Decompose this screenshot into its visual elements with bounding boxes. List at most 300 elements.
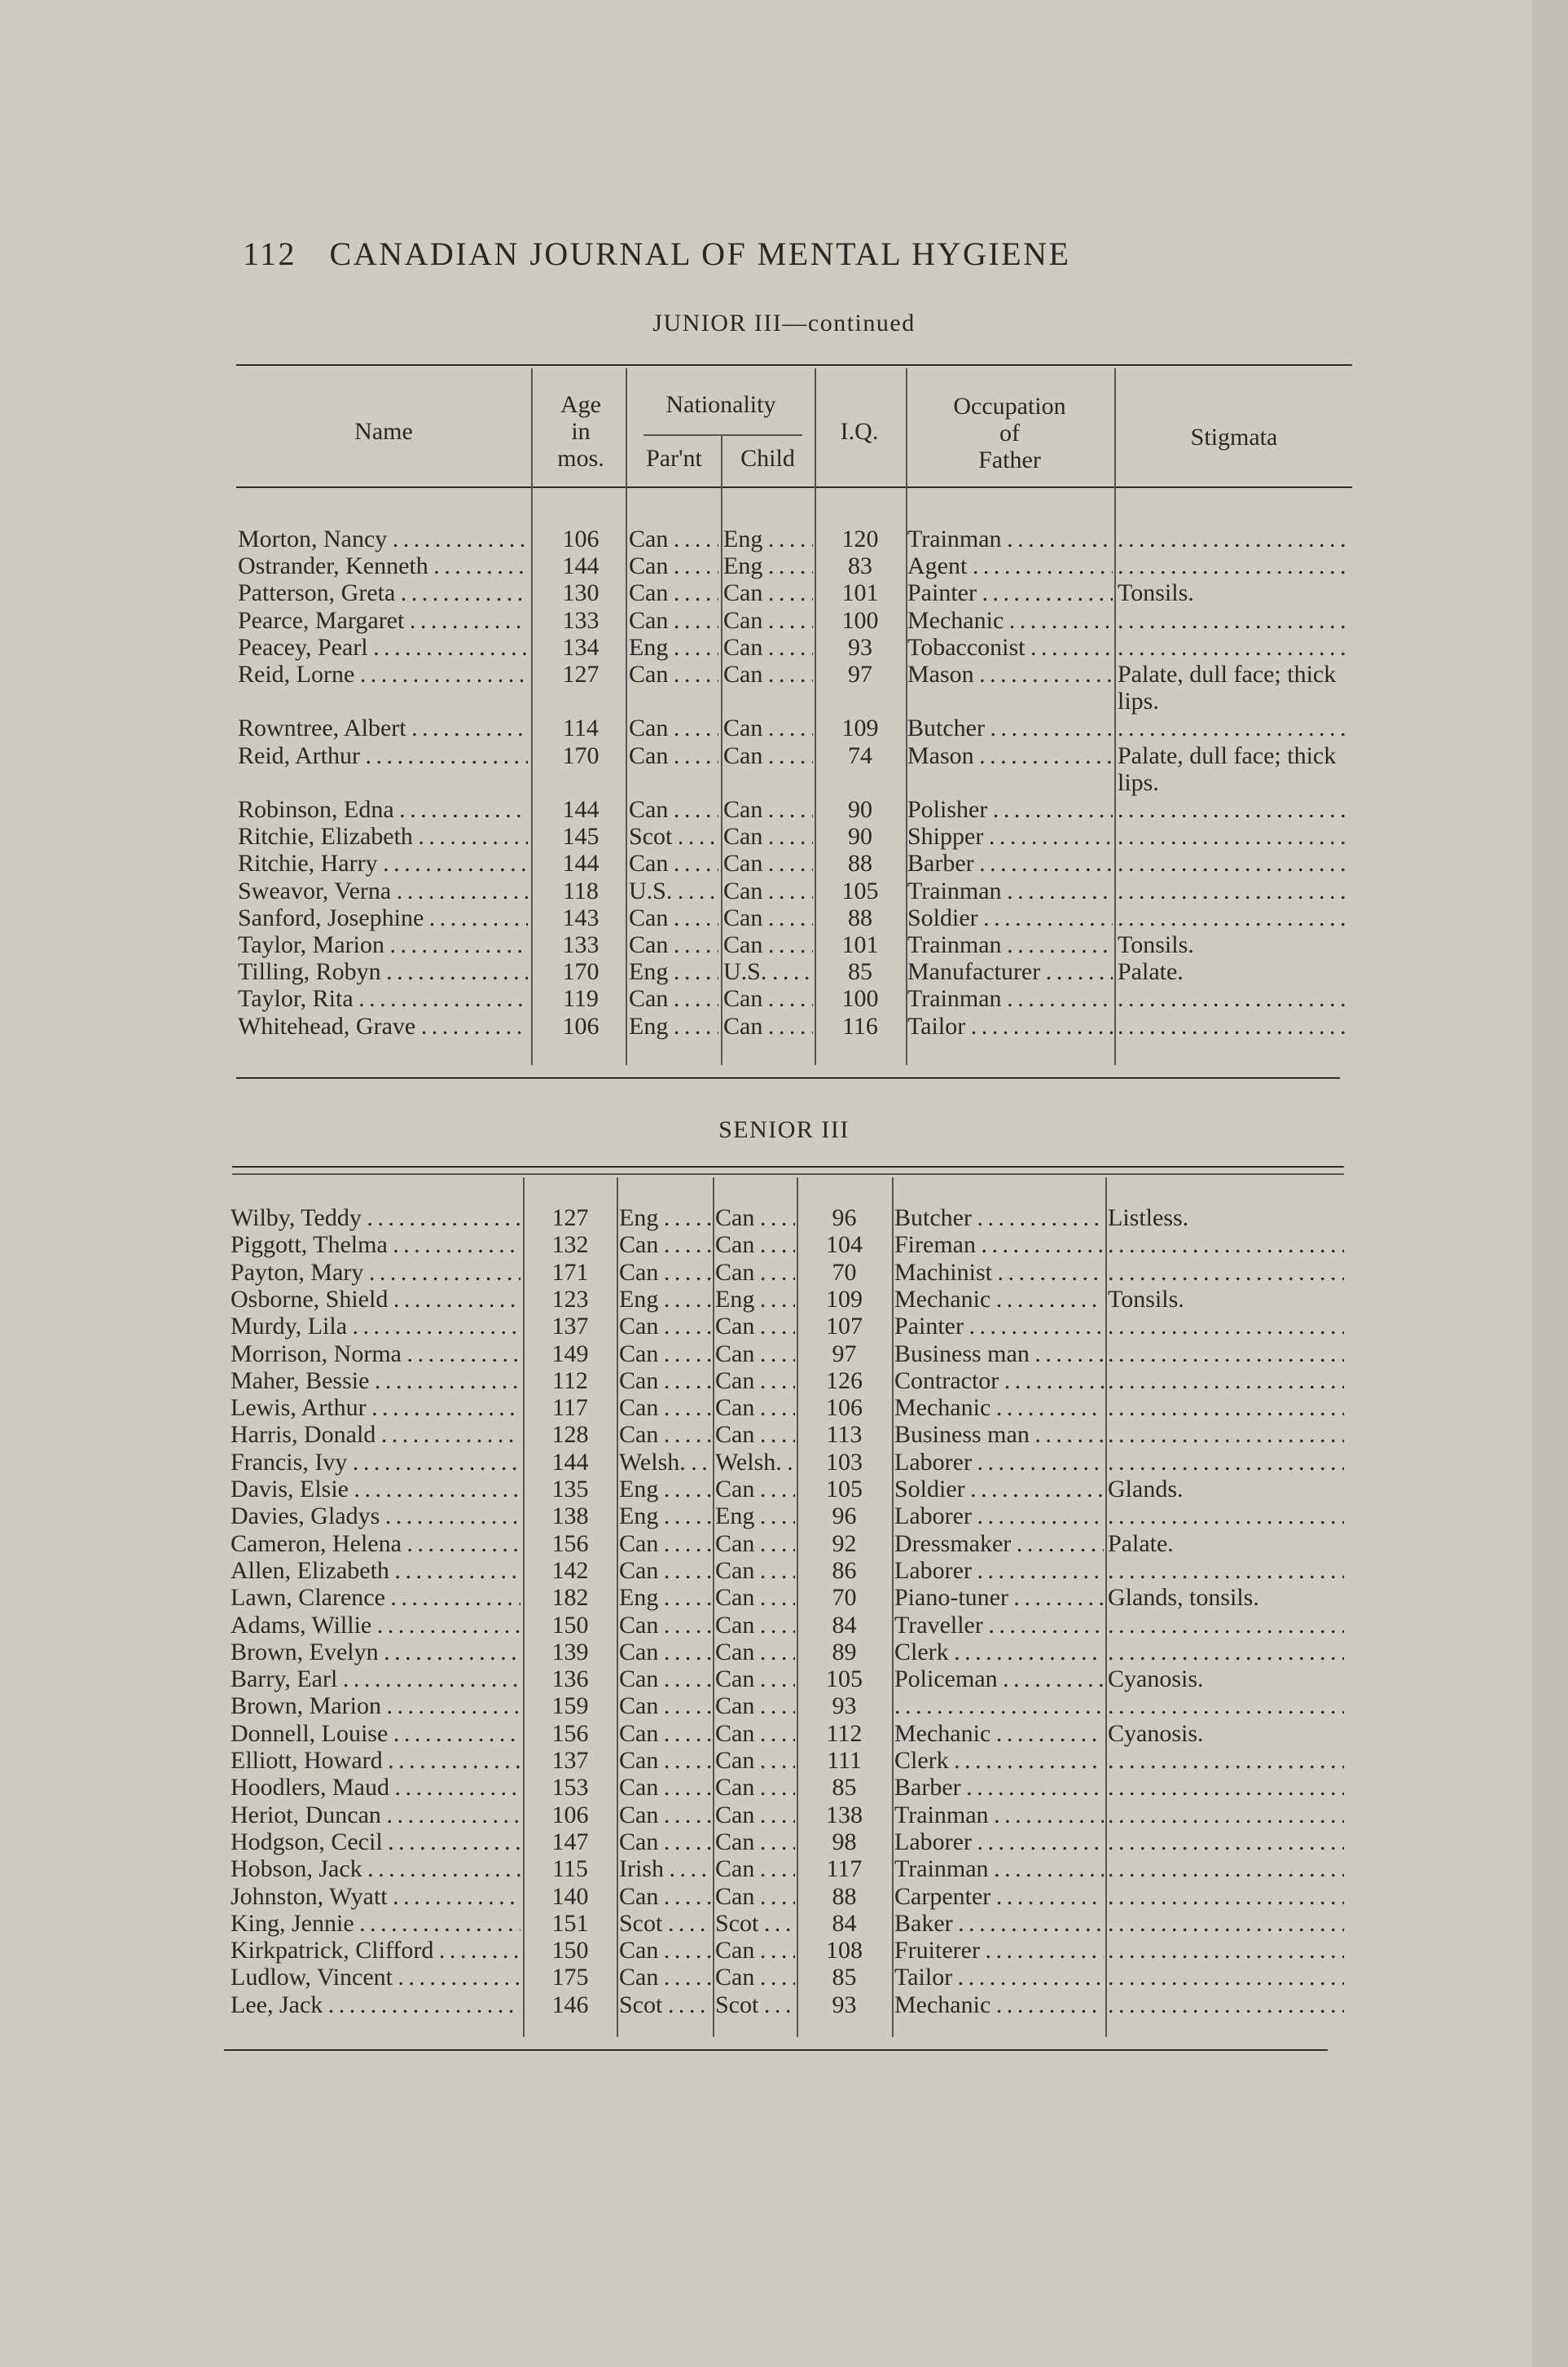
- cell-parent-nationality: Scot . . .: [619, 1991, 711, 2018]
- cell-parent-nationality: Welsh. . . .: [619, 1449, 711, 1476]
- cell-child-nationality: Can . . .: [715, 1204, 795, 1231]
- cell-parent-nationality: Can . . .: [619, 1421, 711, 1448]
- cell-parent-nationality: Can . . .: [629, 796, 718, 823]
- cell-iq: 97: [832, 1340, 857, 1367]
- cell-age: 127: [562, 661, 600, 688]
- cell-child-nationality: Can . . .: [723, 878, 813, 904]
- cell-parent-nationality: Eng . . .: [629, 634, 718, 661]
- cell-occupation: Butcher . . .: [907, 715, 1113, 741]
- cell-child-nationality: Can . . .: [715, 1313, 795, 1340]
- cell-parent-nationality: Can . . .: [629, 850, 718, 877]
- cell-parent-nationality: Can . . .: [629, 904, 718, 931]
- cell-occupation: Tailor . . .: [907, 1013, 1113, 1040]
- cell-name: Robinson, Edna . . .: [238, 796, 528, 823]
- cell-age: 149: [551, 1340, 589, 1367]
- cell-age: 106: [551, 1801, 589, 1828]
- cell-occupation: Trainman . . .: [894, 1855, 1104, 1882]
- cell-occupation: Traveller . . .: [894, 1612, 1104, 1639]
- cell-occupation: Barber . . .: [894, 1774, 1104, 1801]
- cell-stigmata: Tonsils.: [1118, 931, 1194, 958]
- cell-iq: 104: [826, 1231, 863, 1259]
- cell-age: 150: [551, 1937, 589, 1964]
- cell-age: 137: [551, 1313, 589, 1340]
- cell-stigmata: Palate, dull face; thick lips.: [1118, 661, 1337, 715]
- senior-vline-6: [1105, 1177, 1107, 2037]
- cell-parent-nationality: Can . . .: [619, 1259, 711, 1286]
- cell-occupation: Polisher . . .: [907, 796, 1113, 823]
- cell-occupation: Carpenter . . .: [894, 1883, 1104, 1910]
- cell-iq: 85: [848, 958, 872, 986]
- cell-stigmata: Palate.: [1118, 958, 1184, 986]
- cell-parent-nationality: Can . . .: [619, 1692, 711, 1719]
- cell-iq: 113: [826, 1421, 863, 1449]
- cell-parent-nationality: Can . . .: [629, 607, 718, 634]
- cell-child-nationality: Can . . .: [723, 661, 813, 688]
- cell-stigmata: [1118, 850, 1352, 877]
- cell-child-nationality: Can . . .: [715, 1964, 795, 1991]
- cell-occupation: Barber . . .: [907, 850, 1113, 877]
- cell-child-nationality: Can . . .: [723, 931, 813, 958]
- cell-occupation: Manufacturer . . .: [907, 958, 1113, 985]
- cell-child-nationality: Can . . .: [715, 1665, 795, 1692]
- cell-occupation: Trainman . . .: [907, 985, 1113, 1012]
- cell-occupation: Trainman . . .: [907, 878, 1113, 904]
- cell-child-nationality: Can . . .: [715, 1720, 795, 1747]
- cell-occupation: Mechanic . . .: [907, 607, 1113, 634]
- cell-name: Ritchie, Elizabeth . . .: [238, 823, 528, 850]
- cell-iq: 105: [826, 1476, 863, 1502]
- senior-section-title: SENIOR III: [718, 1116, 850, 1143]
- cell-stigmata: [1118, 985, 1352, 1012]
- cell-stigmata: [1108, 1692, 1344, 1719]
- cell-child-nationality: Can . . .: [715, 1802, 795, 1828]
- cell-child-nationality: Eng . . .: [723, 552, 813, 579]
- cell-parent-nationality: Eng . . .: [629, 958, 718, 985]
- cell-parent-nationality: Can . . .: [619, 1802, 711, 1828]
- cell-name: Lewis, Arthur . . .: [231, 1394, 520, 1421]
- cell-age: 142: [551, 1556, 589, 1584]
- cell-occupation: Soldier . . .: [894, 1476, 1104, 1502]
- cell-iq: 88: [848, 904, 872, 931]
- cell-child-nationality: Eng . . .: [715, 1502, 795, 1529]
- cell-name: Hobson, Jack . . .: [231, 1855, 520, 1882]
- cell-parent-nationality: Irish . . .: [619, 1855, 711, 1882]
- cell-name: Ostrander, Kenneth . . .: [238, 552, 528, 579]
- cell-occupation: Mechanic . . .: [894, 1286, 1104, 1313]
- cell-stigmata: [1118, 823, 1352, 850]
- cell-iq: 88: [832, 1882, 857, 1910]
- cell-name: Tilling, Robyn . . .: [238, 958, 528, 985]
- cell-child-nationality: Can . . .: [715, 1639, 795, 1665]
- cell-iq: 117: [826, 1855, 863, 1883]
- cell-iq: 93: [848, 633, 872, 661]
- cell-stigmata: [1108, 1394, 1344, 1421]
- col-occupation-header-3: Father: [978, 447, 1041, 473]
- cell-name: Hoodlers, Maud . . .: [231, 1774, 520, 1801]
- cell-occupation: Contractor . . .: [894, 1367, 1104, 1394]
- cell-child-nationality: Can . . .: [723, 1013, 813, 1040]
- cell-age: 135: [551, 1476, 589, 1502]
- cell-iq: 100: [841, 606, 879, 634]
- cell-child-nationality: Can . . .: [715, 1231, 795, 1258]
- cell-child-nationality: Can . . .: [723, 823, 813, 850]
- junior-top-rule: [236, 364, 1352, 366]
- cell-occupation: Tailor . . .: [894, 1964, 1104, 1991]
- cell-iq: 70: [832, 1258, 857, 1286]
- cell-iq: 100: [841, 985, 879, 1013]
- cell-iq: 126: [826, 1366, 863, 1394]
- cell-occupation: Painter . . .: [894, 1313, 1104, 1340]
- cell-stigmata: [1118, 607, 1352, 634]
- cell-child-nationality: Can . . .: [715, 1557, 795, 1584]
- cell-parent-nationality: Can . . .: [619, 1313, 711, 1340]
- cell-parent-nationality: Can . . .: [619, 1747, 711, 1774]
- cell-iq: 70: [832, 1584, 857, 1612]
- cell-age: 127: [551, 1204, 589, 1231]
- cell-name: Davis, Elsie . . .: [231, 1476, 520, 1502]
- cell-name: Elliott, Howard . . .: [231, 1747, 520, 1774]
- col-age-header-1: Age: [560, 391, 601, 418]
- cell-stigmata: [1108, 1910, 1344, 1937]
- cell-child-nationality: Can . . .: [723, 985, 813, 1012]
- cell-parent-nationality: Can . . .: [619, 1720, 711, 1747]
- cell-age: 106: [562, 1012, 600, 1040]
- cell-stigmata: [1108, 1747, 1344, 1774]
- cell-iq: 89: [832, 1638, 857, 1665]
- cell-occupation: Fireman . . .: [894, 1231, 1104, 1258]
- cell-parent-nationality: U.S. . . .: [629, 878, 718, 904]
- cell-age: 119: [563, 985, 599, 1013]
- cell-child-nationality: Scot . . .: [715, 1991, 795, 2018]
- page-header: [243, 235, 1070, 273]
- cell-child-nationality: Can . . .: [715, 1883, 795, 1910]
- cell-child-nationality: Can . . .: [723, 607, 813, 634]
- cell-child-nationality: Can . . .: [723, 904, 813, 931]
- cell-parent-nationality: Scot . . .: [629, 823, 718, 850]
- cell-name: Taylor, Marion . . .: [238, 931, 528, 958]
- cell-age: 134: [562, 633, 600, 661]
- cell-stigmata: [1108, 1340, 1344, 1367]
- cell-iq: 103: [826, 1448, 863, 1476]
- cell-parent-nationality: Can . . .: [619, 1530, 711, 1557]
- col-name-header: Name: [354, 418, 413, 445]
- cell-occupation: Mechanic . . .: [894, 1394, 1104, 1421]
- cell-name: Allen, Elizabeth . . .: [231, 1557, 520, 1584]
- cell-child-nationality: Can . . .: [715, 1828, 795, 1855]
- cell-stigmata: Tonsils.: [1108, 1285, 1184, 1313]
- cell-iq: 101: [841, 931, 879, 958]
- cell-iq: 107: [826, 1313, 863, 1340]
- col-parent-header: Par'nt: [646, 445, 702, 472]
- cell-stigmata: [1108, 1937, 1344, 1964]
- cell-parent-nationality: Can . . .: [629, 552, 718, 579]
- cell-child-nationality: U.S. . . .: [723, 958, 813, 985]
- cell-child-nationality: Can . . .: [715, 1367, 795, 1394]
- cell-child-nationality: Can . . .: [715, 1394, 795, 1421]
- cell-parent-nationality: Can . . .: [619, 1937, 711, 1964]
- cell-name: Morton, Nancy . . .: [238, 526, 528, 552]
- cell-age: 145: [562, 823, 600, 851]
- cell-age: 147: [551, 1828, 589, 1855]
- cell-stigmata: [1118, 1013, 1352, 1040]
- cell-iq: 112: [826, 1719, 863, 1747]
- cell-iq: 105: [826, 1665, 863, 1693]
- cell-age: 136: [551, 1665, 589, 1693]
- cell-stigmata: [1108, 1367, 1344, 1394]
- cell-stigmata: Glands.: [1108, 1476, 1184, 1502]
- cell-stigmata: [1108, 1502, 1344, 1529]
- cell-occupation: Shipper . . .: [907, 823, 1113, 850]
- cell-age: 139: [551, 1638, 589, 1665]
- cell-stigmata: [1108, 1828, 1344, 1855]
- cell-iq: 83: [848, 552, 872, 580]
- cell-stigmata: Cyanosis.: [1108, 1665, 1204, 1693]
- cell-occupation: Clerk . . .: [894, 1639, 1104, 1665]
- cell-age: 133: [562, 606, 600, 634]
- cell-age: 182: [551, 1584, 589, 1612]
- cell-parent-nationality: Can . . .: [629, 526, 718, 552]
- cell-age: 133: [562, 931, 600, 958]
- cell-age: 156: [551, 1719, 589, 1747]
- cell-name: Sweavor, Verna . . .: [238, 878, 528, 904]
- cell-name: Taylor, Rita . . .: [238, 985, 528, 1012]
- cell-occupation: Trainman . . .: [907, 931, 1113, 958]
- cell-name: Adams, Willie . . .: [231, 1612, 520, 1639]
- cell-iq: 97: [848, 661, 872, 688]
- cell-parent-nationality: Can . . .: [619, 1340, 711, 1367]
- cell-name: King, Jennie . . .: [231, 1910, 520, 1937]
- cell-iq: 84: [832, 1909, 857, 1937]
- cell-child-nationality: Can . . .: [723, 796, 813, 823]
- senior-bottom-rule: [224, 2049, 1328, 2051]
- cell-stigmata: Listless.: [1108, 1204, 1189, 1231]
- cell-iq: 111: [827, 1747, 862, 1774]
- cell-name: Morrison, Norma . . .: [231, 1340, 520, 1367]
- cell-name: Davies, Gladys . . .: [231, 1502, 520, 1529]
- cell-name: Harris, Donald . . .: [231, 1421, 520, 1448]
- cell-name: Lee, Jack . . .: [231, 1991, 520, 2018]
- cell-stigmata: [1108, 1421, 1344, 1448]
- cell-name: Ritchie, Harry . . .: [238, 850, 528, 877]
- cell-occupation: Baker . . .: [894, 1910, 1104, 1937]
- cell-stigmata: [1108, 1612, 1344, 1639]
- cell-parent-nationality: Can . . .: [619, 1774, 711, 1801]
- cell-age: 144: [562, 850, 600, 878]
- cell-name: Peacey, Pearl . . .: [238, 634, 528, 661]
- col-occupation-header-1: Occupation: [953, 393, 1066, 420]
- cell-occupation: Trainman . . .: [894, 1802, 1104, 1828]
- cell-parent-nationality: Eng . . .: [619, 1286, 711, 1313]
- cell-age: 138: [551, 1502, 589, 1530]
- cell-stigmata: [1118, 526, 1352, 552]
- cell-stigmata: [1118, 552, 1352, 579]
- junior-section-title: JUNIOR III—continued: [652, 310, 916, 337]
- cell-age: 143: [562, 904, 600, 931]
- cell-child-nationality: Can . . .: [715, 1747, 795, 1774]
- cell-age: 123: [551, 1285, 589, 1313]
- cell-name: Murdy, Lila . . .: [231, 1313, 520, 1340]
- cell-child-nationality: Can . . .: [723, 850, 813, 877]
- col-nationality-header: Nationality: [665, 391, 776, 418]
- cell-age: 137: [551, 1747, 589, 1774]
- cell-stigmata: [1108, 1855, 1344, 1882]
- cell-age: 118: [563, 877, 599, 904]
- cell-iq: 109: [841, 715, 879, 742]
- cell-name: Sanford, Josephine . . .: [238, 904, 528, 931]
- cell-age: 159: [551, 1692, 589, 1720]
- cell-parent-nationality: Can . . .: [629, 579, 718, 606]
- cell-child-nationality: Can . . .: [715, 1937, 795, 1964]
- cell-age: 170: [562, 741, 600, 769]
- cell-stigmata: [1118, 796, 1352, 823]
- cell-occupation: Clerk . . .: [894, 1747, 1104, 1774]
- cell-age: 171: [551, 1258, 589, 1286]
- cell-stigmata: [1108, 1313, 1344, 1340]
- col-occupation-header-2: of: [999, 420, 1020, 447]
- cell-age: 150: [551, 1611, 589, 1639]
- cell-name: Patterson, Greta . . .: [238, 579, 528, 606]
- cell-parent-nationality: Can . . .: [619, 1367, 711, 1394]
- cell-child-nationality: Can . . .: [715, 1340, 795, 1367]
- cell-parent-nationality: Eng . . .: [619, 1584, 711, 1611]
- senior-top-rule-1: [232, 1166, 1344, 1168]
- senior-vline-1: [523, 1177, 525, 2037]
- cell-occupation: Laborer . . .: [894, 1449, 1104, 1476]
- cell-parent-nationality: Eng . . .: [619, 1204, 711, 1231]
- cell-iq: 93: [832, 1991, 857, 2018]
- cell-age: 144: [562, 552, 600, 580]
- cell-child-nationality: Can . . .: [723, 742, 813, 769]
- cell-name: Osborne, Shield . . .: [231, 1286, 520, 1313]
- cell-child-nationality: Eng . . .: [715, 1286, 795, 1313]
- cell-stigmata: [1108, 1557, 1344, 1584]
- cell-child-nationality: Can . . .: [715, 1259, 795, 1286]
- page-edge: [1532, 0, 1568, 2367]
- cell-occupation: Mechanic . . .: [894, 1720, 1104, 1747]
- cell-iq: 90: [848, 796, 872, 823]
- cell-iq: 120: [841, 526, 879, 552]
- cell-parent-nationality: Can . . .: [619, 1394, 711, 1421]
- cell-parent-nationality: Can . . .: [619, 1964, 711, 1991]
- cell-iq: 88: [848, 850, 872, 878]
- cell-parent-nationality: Eng . . .: [629, 1013, 718, 1040]
- cell-iq: 86: [832, 1556, 857, 1584]
- col-age-header-3: mos.: [557, 445, 604, 472]
- senior-top-rule-2: [232, 1173, 1344, 1175]
- cell-occupation: Business man . . .: [894, 1421, 1104, 1448]
- cell-stigmata: Palate.: [1108, 1529, 1174, 1557]
- cell-iq: 93: [832, 1692, 857, 1720]
- cell-occupation: Soldier . . .: [907, 904, 1113, 931]
- cell-name: Reid, Arthur . . .: [238, 742, 528, 769]
- cell-name: Wilby, Teddy . . .: [231, 1204, 520, 1231]
- senior-vline-3: [713, 1177, 714, 2037]
- cell-parent-nationality: Can . . .: [629, 661, 718, 688]
- cell-name: Cameron, Helena . . .: [231, 1530, 520, 1557]
- cell-iq: 84: [832, 1611, 857, 1639]
- cell-stigmata: Tonsils.: [1118, 579, 1194, 607]
- cell-iq: 108: [826, 1937, 863, 1964]
- cell-age: 106: [562, 526, 600, 552]
- cell-iq: 85: [832, 1774, 857, 1802]
- cell-occupation: Dressmaker . . .: [894, 1530, 1104, 1557]
- col-child-header: Child: [740, 445, 795, 472]
- cell-name: Heriot, Duncan . . .: [231, 1802, 520, 1828]
- cell-stigmata: [1108, 1802, 1344, 1828]
- cell-parent-nationality: Can . . .: [629, 985, 718, 1012]
- cell-occupation: Laborer . . .: [894, 1502, 1104, 1529]
- cell-child-nationality: Can . . .: [723, 715, 813, 741]
- cell-name: Brown, Marion . . .: [231, 1692, 520, 1719]
- cell-child-nationality: Can . . .: [723, 634, 813, 661]
- junior-vline-6: [1114, 368, 1116, 1065]
- cell-name: Ludlow, Vincent . . .: [231, 1964, 520, 1991]
- cell-child-nationality: Can . . .: [715, 1530, 795, 1557]
- col-age-header-2: in: [571, 418, 591, 445]
- cell-occupation: Piano-tuner . . .: [894, 1584, 1104, 1611]
- nationality-rule: [643, 434, 802, 436]
- cell-name: Brown, Evelyn . . .: [231, 1639, 520, 1665]
- cell-child-nationality: Can . . .: [715, 1692, 795, 1719]
- journal-title: CANADIAN JOURNAL OF MENTAL HYGIENE: [329, 235, 1071, 272]
- cell-iq: 101: [841, 579, 879, 607]
- cell-iq: 138: [826, 1801, 863, 1828]
- cell-child-nationality: Eng . . .: [723, 526, 813, 552]
- cell-age: 144: [551, 1448, 589, 1476]
- cell-age: 170: [562, 958, 600, 986]
- cell-iq: 96: [832, 1502, 857, 1530]
- cell-stigmata: [1118, 904, 1352, 931]
- page-number: 112: [243, 235, 297, 272]
- cell-name: Francis, Ivy . . .: [231, 1449, 520, 1476]
- cell-iq: 109: [826, 1285, 863, 1313]
- cell-stigmata: Glands, tonsils.: [1108, 1584, 1259, 1612]
- cell-name: Rowntree, Albert . . .: [238, 715, 528, 741]
- cell-age: 175: [551, 1964, 589, 1991]
- junior-vline-2: [626, 368, 627, 1065]
- cell-parent-nationality: Can . . .: [629, 742, 718, 769]
- junior-header-rule: [236, 486, 1352, 488]
- cell-occupation: Laborer . . .: [894, 1828, 1104, 1855]
- cell-iq: 116: [842, 1012, 878, 1040]
- cell-iq: 92: [832, 1529, 857, 1557]
- cell-iq: 106: [826, 1394, 863, 1422]
- cell-stigmata: [1118, 715, 1352, 741]
- cell-name: Lawn, Clarence . . .: [231, 1584, 520, 1611]
- cell-parent-nationality: Can . . .: [629, 931, 718, 958]
- cell-age: 153: [551, 1774, 589, 1802]
- cell-parent-nationality: Can . . .: [619, 1557, 711, 1584]
- cell-stigmata: [1108, 1964, 1344, 1991]
- cell-child-nationality: Can . . .: [723, 579, 813, 606]
- cell-iq: 74: [848, 741, 872, 769]
- cell-age: 115: [552, 1855, 588, 1883]
- cell-name: Hodgson, Cecil . . .: [231, 1828, 520, 1855]
- cell-stigmata: Cyanosis.: [1108, 1719, 1204, 1747]
- cell-occupation: Mechanic . . .: [894, 1991, 1104, 2018]
- cell-stigmata: [1118, 878, 1352, 904]
- cell-occupation: Laborer . . .: [894, 1557, 1104, 1584]
- cell-name: Kirkpatrick, Clifford . . .: [231, 1937, 520, 1964]
- cell-age: 132: [551, 1231, 589, 1259]
- cell-age: 114: [563, 715, 599, 742]
- cell-occupation: Mason . . .: [907, 661, 1113, 688]
- cell-occupation: Business man . . .: [894, 1340, 1104, 1367]
- cell-child-nationality: Welsh. . . .: [715, 1449, 795, 1476]
- cell-stigmata: [1108, 1231, 1344, 1258]
- cell-age: 117: [552, 1394, 588, 1422]
- cell-name: Payton, Mary . . .: [231, 1259, 520, 1286]
